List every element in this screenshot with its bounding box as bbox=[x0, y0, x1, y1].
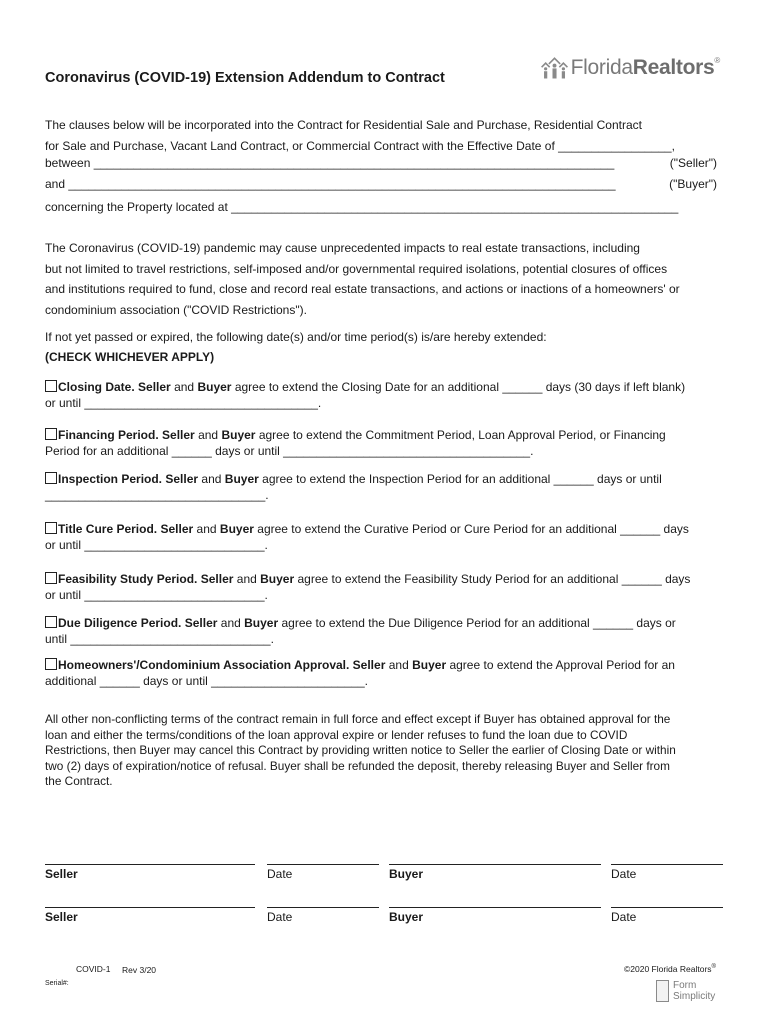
buyer-signature-line-2[interactable] bbox=[389, 907, 601, 908]
buyer-label-2: Buyer bbox=[389, 910, 424, 924]
houses-logo-icon bbox=[540, 53, 571, 83]
seller-label-1: Seller bbox=[45, 867, 78, 881]
due-diligence-checkbox[interactable] bbox=[45, 616, 57, 628]
item-association-approval: Homeowners'/Condominium Association Approval. Seller and Buyer agree to extend the Approval Period for an additional ______ days or until _______________________. bbox=[45, 658, 725, 689]
terms-line-5: the Contract. bbox=[45, 774, 113, 789]
item-due-diligence: Due Diligence Period. Seller and Buyer agree to extend the Due Diligence Period for an additional ______ days or until ______________________________. bbox=[45, 616, 725, 647]
seller-date-line-1[interactable] bbox=[267, 864, 379, 865]
closing-date-until-field[interactable]: or until ___________________________________. bbox=[45, 395, 322, 410]
date-label-3: Date bbox=[267, 910, 293, 924]
item-financing-period: Financing Period. Seller and Buyer agree to extend the Commitment Period, Loan Approval Period, or Financing Period for an additional ______ days or until _____________________________________. bbox=[45, 428, 725, 459]
form-simplicity-logo bbox=[656, 980, 715, 1002]
logo-wordmark: FloridaRealtors® bbox=[570, 56, 720, 79]
buyer-tag: ("Buyer") bbox=[669, 177, 717, 191]
terms-line-2: loan and either the terms/conditions of the loan approval expire or lender refuses to fund the loan due to COVID bbox=[45, 727, 628, 742]
buyer-date-line-2[interactable] bbox=[611, 907, 723, 908]
property-field[interactable]: concerning the Property located at ___________________________________________________________________ bbox=[45, 200, 679, 214]
title-cure-checkbox[interactable] bbox=[45, 522, 57, 534]
item-inspection-period: Inspection Period. Seller and Buyer agree to extend the Inspection Period for an additional ______ days or until _________________________________. bbox=[45, 472, 725, 503]
buyer-field[interactable]: and __________________________________________________________________________________ bbox=[45, 177, 616, 191]
date-label-1: Date bbox=[267, 867, 293, 881]
terms-line-4: two (2) days of expiration/notice of refusal. Buyer shall be refunded the deposit, thereby releasing Buyer and Seller from bbox=[45, 758, 670, 773]
pandemic-line-3: and institutions required to fund, close and record real estate transactions, and actions or inactions of a homeowners' or bbox=[45, 282, 680, 296]
buyer-signature-line-1[interactable] bbox=[389, 864, 601, 865]
extension-intro: If not yet passed or expired, the following date(s) and/or time period(s) is/are hereby extended: bbox=[45, 330, 547, 344]
fs-line-1: Form bbox=[673, 980, 697, 991]
item-closing-date: Closing Date. Seller and Buyer agree to extend the Closing Date for an additional ______ days (30 days if left blank) or until ___________________________________. bbox=[45, 380, 725, 411]
due-diligence-field[interactable]: until ______________________________. bbox=[45, 631, 274, 646]
association-approval-field[interactable]: additional ______ days or until _______________________. bbox=[45, 673, 368, 688]
pandemic-line-4: condominium association ("COVID Restrictions"). bbox=[45, 302, 307, 317]
pandemic-line-1: The Coronavirus (COVID-19) pandemic may cause unprecedented impacts to real estate transactions, including bbox=[45, 241, 640, 255]
buyer-label-1: Buyer bbox=[389, 867, 424, 881]
florida-realtors-logo bbox=[540, 52, 720, 84]
serial-label: Serial#: bbox=[45, 980, 69, 987]
intro-line-1: The clauses below will be incorporated into the Contract for Residential Sale and Purchase, Residential Contract bbox=[45, 118, 642, 132]
terms-paragraph bbox=[45, 712, 717, 790]
document-icon bbox=[656, 980, 669, 1002]
document-title: Coronavirus (COVID-19) Extension Addendum to Contract bbox=[45, 70, 445, 86]
seller-row bbox=[45, 156, 717, 176]
form-code: COVID-1 bbox=[76, 964, 111, 974]
terms-line-3: Restrictions, then Buyer may cancel this Contract by providing written notice to Seller the earlier of Closing Date or within bbox=[45, 743, 676, 758]
feasibility-study-field[interactable]: or until ___________________________. bbox=[45, 587, 268, 602]
financing-period-field[interactable]: Period for an additional ______ days or until _____________________________________. bbox=[45, 443, 534, 458]
inspection-period-field[interactable]: _________________________________. bbox=[45, 487, 269, 502]
copyright: ©2020 Florida Realtors® bbox=[624, 964, 716, 974]
financing-period-checkbox[interactable] bbox=[45, 428, 57, 440]
date-label-4: Date bbox=[611, 910, 637, 924]
revision: Rev 3/20 bbox=[122, 965, 157, 975]
item-feasibility-study: Feasibility Study Period. Seller and Buyer agree to extend the Feasibility Study Period for an additional ______ days or until ___________________________. bbox=[45, 572, 725, 603]
inspection-period-checkbox[interactable] bbox=[45, 472, 57, 484]
pandemic-paragraph bbox=[45, 238, 717, 320]
date-label-2: Date bbox=[611, 867, 637, 881]
seller-date-line-2[interactable] bbox=[267, 907, 379, 908]
buyer-row bbox=[45, 177, 717, 197]
between-field[interactable]: between ______________________________________________________________________________ bbox=[45, 156, 615, 170]
seller-tag: ("Seller") bbox=[669, 156, 717, 170]
item-title-cure-period: Title Cure Period. Seller and Buyer agree to extend the Curative Period or Cure Period for an additional ______ days or until ___________________________. bbox=[45, 522, 725, 553]
association-approval-checkbox[interactable] bbox=[45, 658, 57, 670]
seller-label-2: Seller bbox=[45, 910, 78, 924]
terms-line-1: All other non-conflicting terms of the contract remain in full force and effect except if Buyer has obtained approval for the bbox=[45, 712, 671, 726]
fs-line-2: Simplicity bbox=[673, 991, 716, 1002]
feasibility-study-checkbox[interactable] bbox=[45, 572, 57, 584]
intro-paragraph bbox=[45, 115, 717, 156]
title-cure-field[interactable]: or until ___________________________. bbox=[45, 537, 268, 552]
closing-date-checkbox[interactable] bbox=[45, 380, 57, 392]
intro-line-2: for Sale and Purchase, Vacant Land Contract, or Commercial Contract with the Effective Date of _________________, bbox=[45, 138, 675, 153]
check-whichever-apply: (CHECK WHICHEVER APPLY) bbox=[45, 350, 215, 364]
seller-signature-line-1[interactable] bbox=[45, 864, 255, 865]
pandemic-line-2: but not limited to travel restrictions, self-imposed and/or governmental required isolations, potential closures of offices bbox=[45, 261, 668, 276]
buyer-date-line-1[interactable] bbox=[611, 864, 723, 865]
seller-signature-line-2[interactable] bbox=[45, 907, 255, 908]
